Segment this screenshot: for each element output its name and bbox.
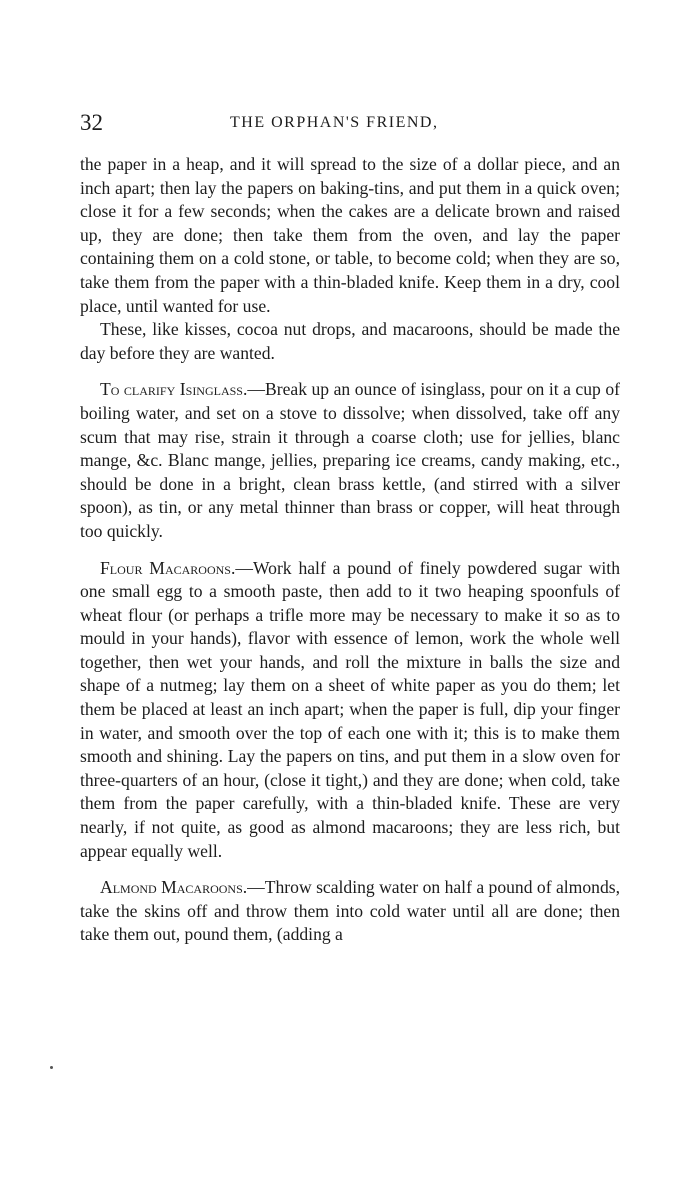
recipe-title: Flour Macaroons. [100, 557, 236, 578]
recipe-title: Almond Macaroons. [100, 877, 248, 898]
recipe-clarify-isinglass [80, 378, 620, 543]
recipe-text: —Break up an ounce of isinglass, pour on it a cup of boiling water, and set on a stove to dissolve; when dissolved, take off any scum that may rise, strain it through a coarse cloth; use for jellies, blanc mange, &c. Blanc mange, jellies, preparing ice creams, candy making, etc., should be done in a bright, clean brass kettle, (and stirred with a silver spoon), as tin, or any metal thinner than brass or copper, will heat through too quickly. [80, 379, 621, 541]
paragraph-continuation [80, 153, 620, 318]
page-number: 32 [80, 110, 103, 135]
recipe-flour-macaroons [80, 557, 620, 864]
running-head [80, 108, 620, 138]
running-title: THE ORPHAN'S FRIEND, [230, 114, 439, 131]
recipe-almond-macaroons [80, 876, 620, 947]
paragraph-note [80, 318, 620, 365]
recipe-text: —Throw scalding water on half a pound of almonds, take the skins off and throw them into cold water until all are done; then take them out, pound them, (adding a [80, 877, 621, 945]
body-text [80, 153, 620, 947]
recipe-title: To clarify Isinglass. [100, 379, 248, 400]
paragraph-text: These, like kisses, cocoa nut drops, and macaroons, should be made the day before they are wanted. [80, 319, 620, 363]
stray-ink-mark [50, 1066, 53, 1069]
paragraph-text: the paper in a heap, and it will spread to the size of a dollar piece, and an inch apart; then lay the papers on baking-tins, and put them in a quick oven; close it for a few seconds; when the cakes are a delicate brown and raised up, they are done; then take them from the oven, and lay the paper containing them on a cold stone, or table, to become cold; when they are so, take them from the paper with a thin-bladed knife. Keep them in a dry, cool place, until wanted for use. [80, 154, 620, 316]
recipe-text: —Work half a pound of finely powdered sugar with one small egg to a smooth paste, then add to it two heaping spoonfuls of wheat flour (or perhaps a trifle more may be necessary to make it so as to mould in your hands), flavor with essence of lemon, work the whole well together, then wet your hands, and roll the mixture in balls the size and shape of a nutmeg; lay them on a sheet of white paper as you do them; let them be placed at least an inch apart; when the paper is full, dip your finger in water, and smooth over the top of each one with it; this is to make them smooth and shining. Lay the papers on tins, and put them in a slow oven for three-quarters of an hour, (close it tight,) and they are done; when cold, take them from the paper carefully, with a thin-bladed knife. These are very nearly, if not quite, as good as almond macaroons; they are less rich, but appear equally well. [80, 557, 620, 861]
